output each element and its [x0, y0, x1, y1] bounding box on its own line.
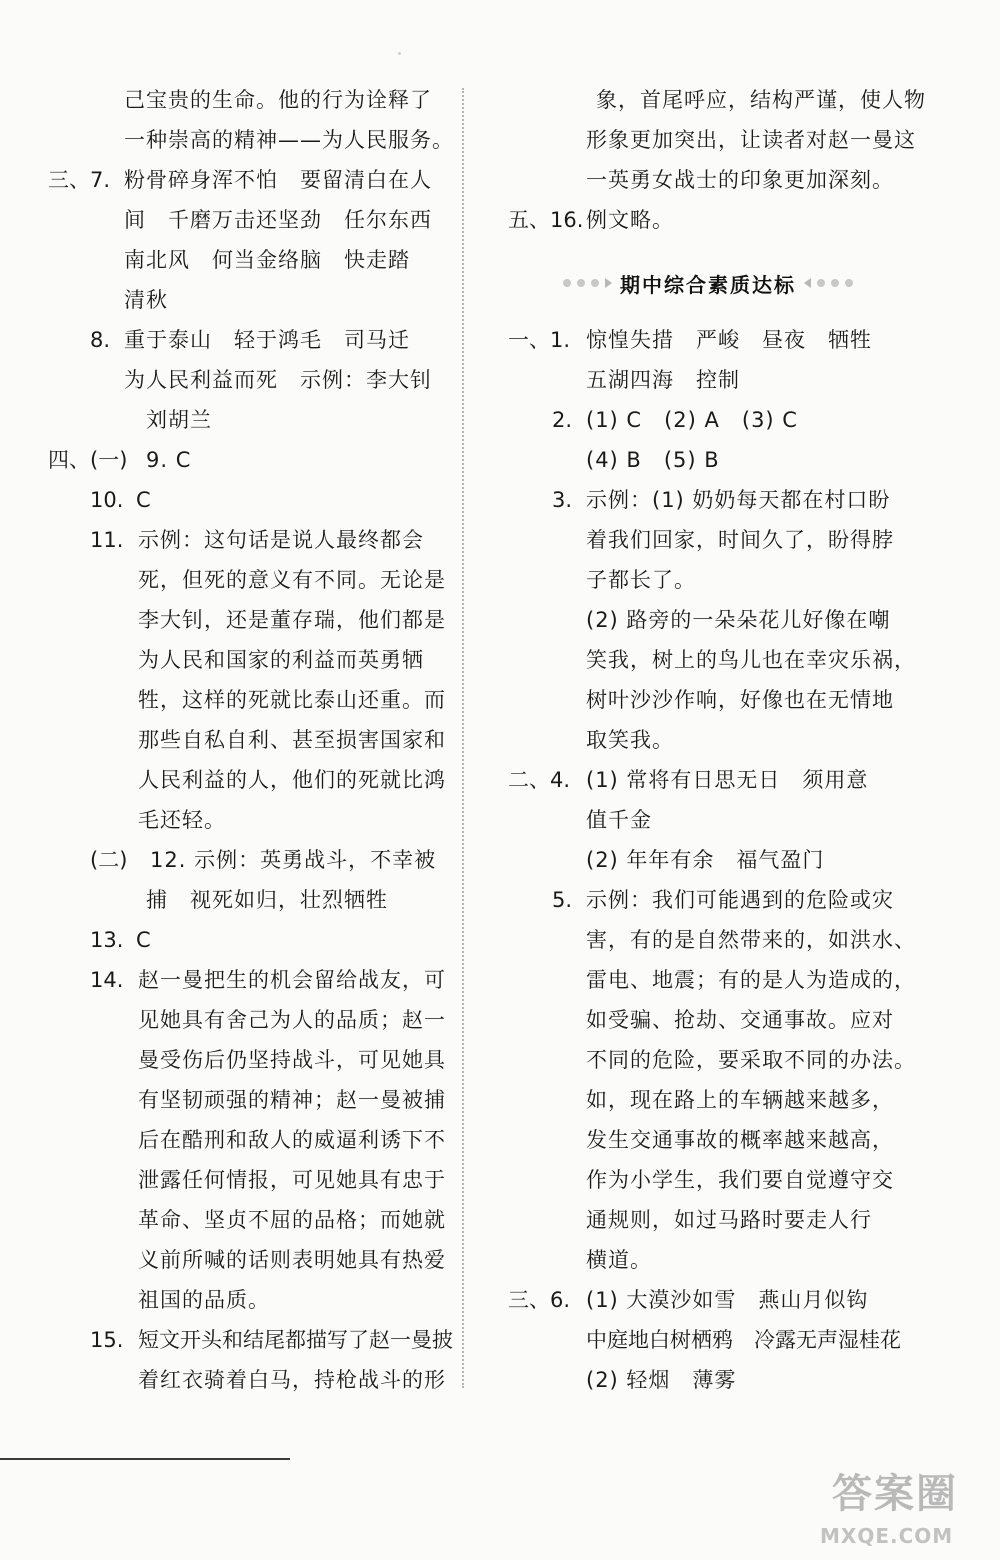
answer-line: 笑我，树上的鸟儿也在幸灾乐祸， — [586, 648, 916, 672]
answer-line: 五湖四海 控制 — [586, 368, 740, 392]
watermark — [820, 1468, 990, 1554]
answer-line: 泄露任何情报，可见她具有忠于 — [138, 1168, 446, 1192]
answer-line: (2) 轻烟 薄雾 — [586, 1368, 737, 1392]
question-number: 15. — [90, 1328, 124, 1352]
answer-line: 着红衣骑着白马，持枪战斗的形 — [138, 1368, 446, 1392]
decorative-dots-right — [804, 278, 853, 288]
answer-line: 如，现在路上的车辆越来越多， — [586, 1088, 894, 1112]
answer-line: 取笑我。 — [586, 728, 674, 752]
answer-line: 粉骨碎身浑不怕 要留清白在人 — [124, 168, 432, 192]
question-number: 二、4. — [508, 768, 571, 792]
answer-line: 义前所喊的话则表明她具有热爱 — [138, 1248, 446, 1272]
answer-line: 一英勇女战士的印象更加深刻。 — [586, 168, 894, 192]
answer-line: 祖国的品质。 — [138, 1288, 270, 1312]
answer-line: 象，首尾呼应，结构严谨，使人物 — [596, 88, 926, 112]
answer-line: 作为小学生，我们要自觉遵守交 — [586, 1168, 894, 1192]
answer-line: 发生交通事故的概率越来越高， — [586, 1128, 894, 1152]
answer-line: 惊惶失措 严峻 昼夜 牺牲 — [586, 328, 872, 352]
question-number: 2. — [552, 408, 573, 432]
section-title: 期中综合素质达标 — [620, 272, 796, 297]
answer-line: 示例：这句话是说人最终都会 — [138, 528, 424, 552]
question-number: 五、16. — [508, 208, 584, 232]
answer-line: (1) C (2) A (3) C — [586, 408, 798, 432]
watermark-logo: 答案圈 — [832, 1471, 958, 1517]
bottom-rule — [0, 1458, 290, 1460]
answer-line: 人民利益的人，他们的死就比鸿 — [138, 768, 446, 792]
answer-line: 树叶沙沙作响，好像也在无情地 — [586, 688, 894, 712]
answer-line: 值千金 — [586, 808, 652, 832]
answer-line: 捕 视死如归，壮烈牺牲 — [146, 888, 388, 912]
question-number: 14. — [90, 968, 124, 992]
answer-line: 赵一曼把生的机会留给战友，可 — [138, 968, 446, 992]
answer-line: 不同的危险，要采取不同的办法。 — [586, 1048, 916, 1072]
answer-line: C — [136, 928, 152, 952]
question-number: 10. — [90, 488, 124, 512]
answer-line: 9. C — [146, 448, 192, 472]
answer-line: 如受骗、抢劫、交通事故。应对 — [586, 1008, 894, 1032]
answer-line: 重于泰山 轻于鸿毛 司马迁 — [124, 328, 410, 352]
answer-line: 例文略。 — [586, 208, 674, 232]
answer-line: (2) 年年有余 福气盈门 — [586, 848, 825, 872]
answer-line: 毛还轻。 — [138, 808, 226, 832]
answer-line: 间 千磨万击还坚劲 任尔东西 — [124, 208, 432, 232]
answer-line: 那些自私自利、甚至损害国家和 — [138, 728, 446, 752]
answer-line: 己宝贵的生命。他的行为诠释了 — [124, 88, 432, 112]
answer-line: 子都长了。 — [586, 568, 696, 592]
column-divider — [462, 88, 464, 1388]
question-number: 3. — [552, 488, 573, 512]
answer-line: 为人民利益而死 示例：李大钊 — [124, 368, 432, 392]
answer-line: 中庭地白树栖鸦 冷露无声湿桂花 — [586, 1328, 901, 1352]
answer-line: 示例：我们可能遇到的危险或灾 — [586, 888, 894, 912]
answer-line: (4) B (5) B — [586, 448, 720, 472]
question-number: 11. — [90, 528, 124, 552]
answer-line: 示例：(1) 奶奶每天都在村口盼 — [586, 488, 891, 512]
answer-line: 刘胡兰 — [146, 408, 212, 432]
answer-line: 一种崇高的精神——为人民服务。 — [124, 128, 454, 152]
section-heading — [558, 266, 858, 300]
question-number: (二) — [90, 848, 128, 872]
answer-line: (1) 常将有日思无日 须用意 — [586, 768, 869, 792]
answer-line: (2) 路旁的一朵朵花儿好像在嘲 — [586, 608, 891, 632]
page-speck — [398, 52, 401, 55]
question-number: 三、7. — [48, 168, 111, 192]
question-number: 8. — [90, 328, 111, 352]
answer-line: (1) 大漠沙如雪 燕山月似钩 — [586, 1288, 869, 1312]
answer-line: 雷电、地震；有的是人为造成的， — [586, 968, 916, 992]
question-number: 四、(一) — [48, 448, 128, 472]
answer-line: 有坚韧顽强的精神；赵一曼被捕 — [138, 1088, 446, 1112]
answer-line: 见她具有舍己为人的品质；赵一 — [138, 1008, 446, 1032]
question-number: 5. — [552, 888, 573, 912]
answer-line: 形象更加突出，让读者对赵一曼这 — [586, 128, 916, 152]
answer-line: 短文开头和结尾都描写了赵一曼披 — [138, 1328, 453, 1352]
watermark-url: MXQE.COM — [820, 1524, 954, 1548]
question-number: 13. — [90, 928, 124, 952]
answer-line: 牲，这样的死就比泰山还重。而 — [138, 688, 446, 712]
answer-line: 通规则，如过马路时要走人行 — [586, 1208, 872, 1232]
answer-line: 曼受伤后仍坚持战斗，可见她具 — [138, 1048, 446, 1072]
decorative-dots-left — [563, 278, 612, 288]
question-number: 三、6. — [508, 1288, 571, 1312]
answer-line: 清秋 — [124, 288, 168, 312]
answer-line: 死，但死的意义有不同。无论是 — [138, 568, 446, 592]
answer-line: 着我们回家，时间久了，盼得脖 — [586, 528, 894, 552]
answer-line: 横道。 — [586, 1248, 652, 1272]
answer-line: 南北风 何当金络脑 快走踏 — [124, 248, 410, 272]
answer-line: 后在酷刑和敌人的威逼利诱下不 — [138, 1128, 446, 1152]
answer-line: C — [136, 488, 152, 512]
answer-line: 李大钊，还是董存瑞，他们都是 — [138, 608, 446, 632]
question-number: 一、1. — [508, 328, 571, 352]
answer-line: 害，有的是自然带来的，如洪水、 — [586, 928, 916, 952]
answer-line: 革命、坚贞不屈的品格；而她就 — [138, 1208, 446, 1232]
answer-line: 为人民和国家的利益而英勇牺 — [138, 648, 424, 672]
answer-line: 12. 示例：英勇战斗，不幸被 — [150, 848, 437, 872]
